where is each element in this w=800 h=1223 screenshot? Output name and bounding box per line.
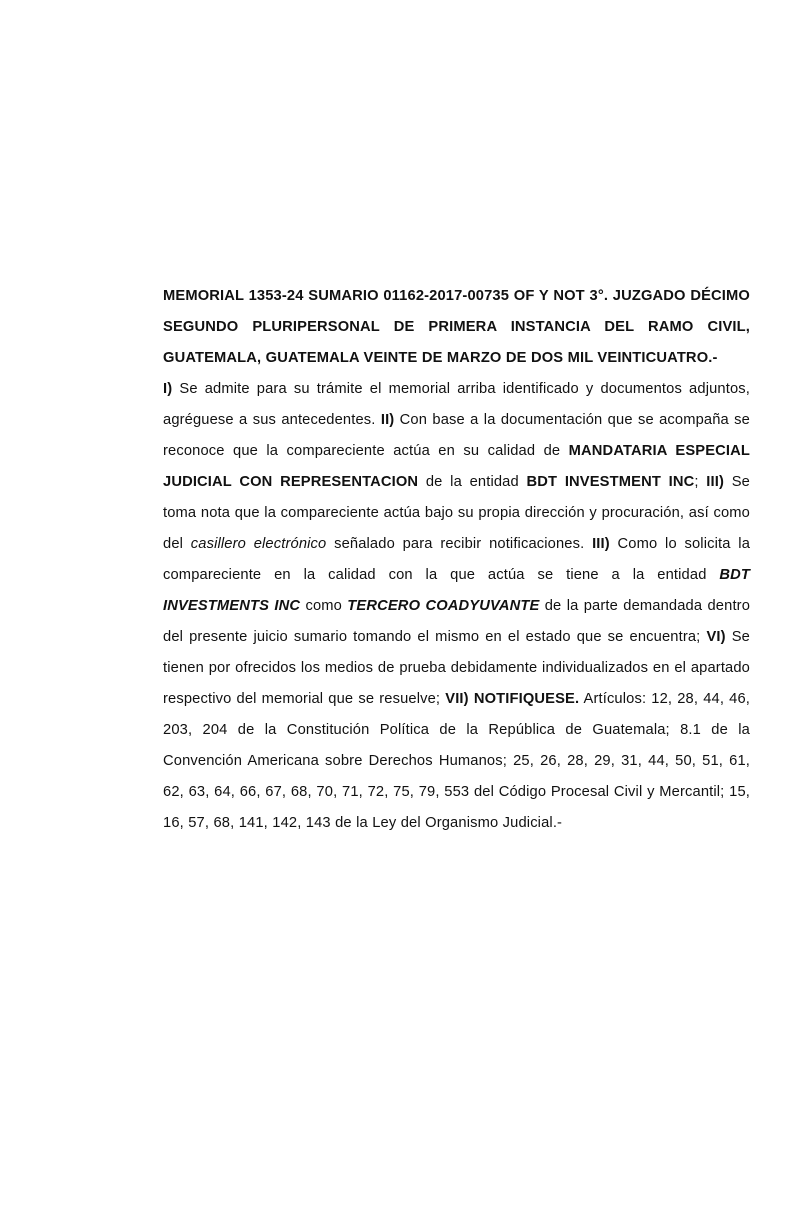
document-body xyxy=(163,281,750,839)
text-run-bold: MANDATARIA ESPECIAL JUDICIAL CON REPRESENTACION xyxy=(163,443,751,490)
text-run-bold: VI) xyxy=(706,629,726,645)
text-run-bold: III) xyxy=(706,474,725,490)
text-run-bold: II) xyxy=(380,412,395,428)
resolution-rich-text: I) Se admite para su trámite el memorial arriba identificado y documentos adjuntos, agréguese a sus antecedentes. II) Con base a la documentación que se acompaña se reconoce que la compareciente actúa en su calidad de MANDATARIA ESPECIAL JUDICIAL CON REPRESENTACION de la entidad BDT INVESTMENT INC; III) Se toma nota que la compareciente actúa bajo su propia dirección y procuración, así como del casillero electrónico señalado para recibir notificaciones. III) Como lo solicita la compareciente en la calidad con la que actúa se tiene a la entidad BDT INVESTMENTS INC como TERCERO COADYUVANTE de la parte demandada dentro del presente juicio sumario tomando el mismo en el estado que se encuentra; VI) Se tienen por ofrecidos los medios de prueba debidamente individualizados en el apartado respectivo del memorial que se resuelve; VII) NOTIFIQUESE. Artículos: 12, 28, 44, 46, 203, 204 de la Constitución Política de la República de Guatemala; 8.1 de la Convención Americana sobre Derechos Humanos; 25, 26, 28, 29, 31, 44, 50, 51, 61, 62, 63, 64, 66, 67, 68, 70, 71, 72, 75, 79, 553 del Código Procesal Civil y Mercantil; 15, 16, 57, 68, 141, 142, 143 de la Ley del Organismo Judicial.- xyxy=(163,381,751,831)
text-run-bold: VII) xyxy=(445,691,469,707)
text-run-italic: casillero electrónico xyxy=(190,536,327,552)
document-heading: MEMORIAL 1353-24 SUMARIO 01162-2017-00735 OF Y NOT 3°. JUZGADO DÉCIMO SEGUNDO PLURIPERSONAL DE PRIMERA INSTANCIA DEL RAMO CIVIL, GUATEMALA, GUATEMALA VEINTE DE MARZO DE DOS MIL VEINTICUATRO.- xyxy=(163,288,750,366)
text-run-bold-italic: TERCERO COADYUVANTE xyxy=(347,598,540,614)
text-run-bold-italic: BDT INVESTMENTS INC xyxy=(163,567,750,614)
resolution-body-paragraph xyxy=(163,374,750,839)
text-run-bold: III) xyxy=(592,536,610,552)
text-run-bold: BDT INVESTMENT INC xyxy=(526,474,695,490)
text-run-bold: NOTIFIQUESE. xyxy=(473,691,580,707)
text-run-bold: I) xyxy=(163,381,173,397)
